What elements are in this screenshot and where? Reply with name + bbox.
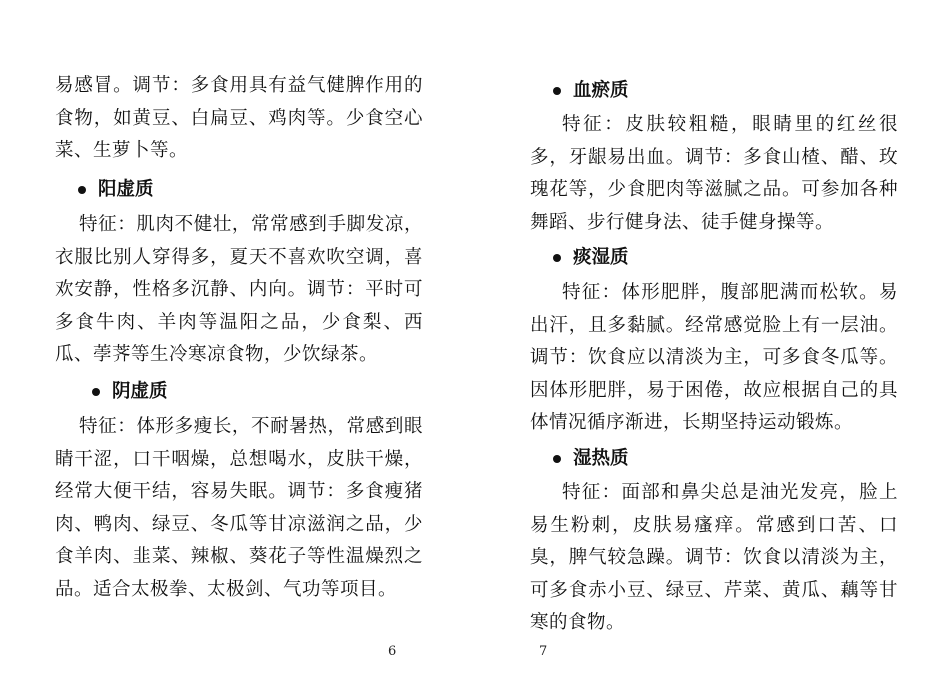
page-number: 6	[388, 644, 397, 659]
section-heading-damp-heat	[553, 443, 629, 475]
bullet-icon	[78, 186, 86, 194]
section-heading-blood-stasis	[553, 75, 629, 107]
section-heading-phlegm-dampness	[553, 242, 629, 274]
section-title: 湿热质	[573, 448, 629, 469]
section-body-blood-stasis: 特征：皮肤较粗糙，眼睛里的红丝很多，牙龈易出血。调节：多食山楂、醋、玫瑰花等，少食肥肉等滋腻之品。可参加各种舞蹈、步行健身法、徒手健身操等。	[530, 114, 898, 233]
section-heading-yin-deficiency	[92, 376, 168, 408]
section-title: 痰湿质	[573, 247, 629, 268]
right-page	[475, 0, 950, 695]
bullet-icon	[553, 455, 561, 463]
bullet-icon	[553, 87, 561, 95]
section-title: 阳虚质	[98, 179, 154, 200]
bullet-icon	[553, 254, 561, 262]
section-title: 阴虚质	[112, 381, 168, 402]
intro-paragraph: 易感冒。调节：多食用具有益气健脾作用的食物，如黄豆、白扁豆、鸡肉等。少食空心菜、生萝卜等。	[55, 75, 423, 161]
section-body-yin-deficiency: 特征：体形多瘦长，不耐暑热，常感到眼睛干涩，口干咽燥，总想喝水，皮肤干燥，经常大便干结，容易失眠。调节：多食瘦猪肉、鸭肉、绿豆、冬瓜等甘凉滋润之品，少食羊肉、韭菜、辣椒、葵花子等性温燥烈之品。适合太极拳、太极剑、气功等项目。	[55, 416, 423, 600]
section-body-phlegm-dampness: 特征：体形肥胖，腹部肥满而松软。易出汗，且多黏腻。经常感觉脸上有一层油。调节：饮食应以清淡为主，可多食冬瓜等。因体形肥胖，易于困倦，故应根据自己的具体情况循序渐进，长期坚持运动锻炼。	[530, 282, 898, 433]
section-body-yang-deficiency: 特征：肌肉不健壮，常常感到手脚发凉，衣服比别人穿得多，夏天不喜欢吹空调，喜欢安静，性格多沉静、内向。调节：平时可多食牛肉、羊肉等温阳之品，少食梨、西瓜、荸荠等生冷寒凉食物，少饮绿茶。	[55, 214, 423, 365]
bullet-icon	[92, 388, 100, 396]
section-heading-yang-deficiency	[78, 174, 154, 206]
section-title: 血瘀质	[573, 80, 629, 101]
section-body-damp-heat: 特征：面部和鼻尖总是油光发亮，脸上易生粉刺，皮肤易瘙痒。常感到口苦、口臭，脾气较急躁。调节：饮食以清淡为主，可多食赤小豆、绿豆、芹菜、黄瓜、藕等甘寒的食物。	[530, 482, 898, 633]
page-number: 7	[539, 644, 548, 659]
